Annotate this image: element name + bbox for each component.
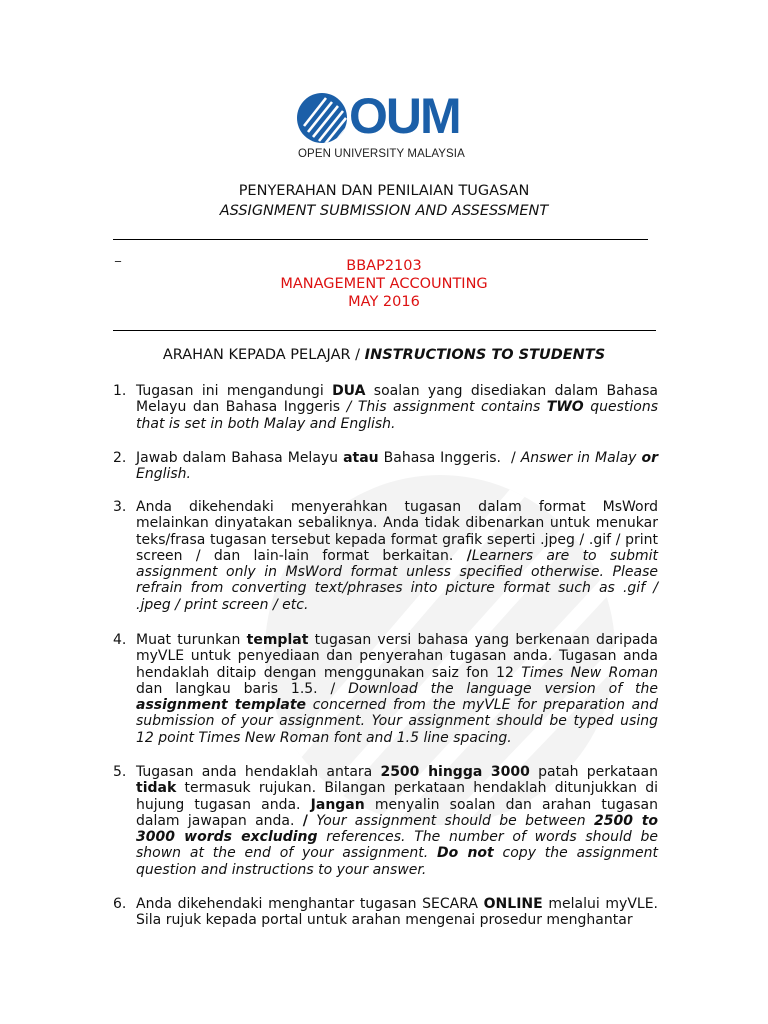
item-text: ONLINE xyxy=(483,896,543,912)
item-text: termasuk rujukan. Bilangan perkataan hendaklah ditunjukkan di hujung tugasan anda. xyxy=(136,780,663,813)
instructions-heading-malay: ARAHAN KEPADA PELAJAR / xyxy=(162,347,365,363)
item-text: melalui myVLE. Sila rujuk kepada portal untuk arahan mengenai prosedur menghantar xyxy=(136,896,663,929)
item-text: concerned from the myVLE for preparation and submission of your assignment. Your assignment should be typed using 12 point Times New Roman font and 1.5 line spacing. xyxy=(136,697,663,746)
oum-globe-icon xyxy=(296,92,348,144)
logo-wordmark: OUM xyxy=(349,88,460,144)
item-text: dan langkau baris 1.5. / xyxy=(136,664,663,697)
item-text: Times New Roman xyxy=(521,664,658,681)
instruction-item xyxy=(113,764,663,878)
item-text: copy the assignment question and instructions to your answer. xyxy=(136,845,663,878)
item-body xyxy=(136,896,663,929)
item-number: 6. xyxy=(113,896,127,912)
item-text: soalan yang disediakan dalam Bahasa Melayu dan Bahasa Inggeris xyxy=(136,383,663,416)
item-body xyxy=(136,632,663,746)
item-text: menyalin soalan dan arahan tugasan dalam jawapan anda. xyxy=(136,796,663,829)
item-text: Do not xyxy=(436,845,494,862)
instruction-item xyxy=(113,450,663,483)
item-text: Muat turunkan xyxy=(136,632,247,648)
item-text: Tugasan anda hendaklah antara xyxy=(136,764,381,780)
item-text: Jangan xyxy=(310,796,365,813)
instructions-heading-english: INSTRUCTIONS TO STUDENTS xyxy=(364,347,606,363)
item-text: / xyxy=(302,812,308,829)
divider-bottom xyxy=(113,330,656,331)
item-text: atau xyxy=(343,450,379,466)
item-text: 2500 to 3000 words excluding xyxy=(136,812,663,846)
item-text: DUA xyxy=(332,383,366,399)
item-number: 4. xyxy=(113,632,127,648)
item-number: 3. xyxy=(113,499,127,515)
item-text: Learners are to submit assignment only in MsWord format unless specified otherwise. Please refrain from converting text/phrases into picture format such as .gif / .jpeg / print screen / etc. xyxy=(136,547,663,613)
instructions-heading xyxy=(0,347,768,363)
item-text: TWO xyxy=(546,399,584,416)
item-text: 2500 hingga 3000 xyxy=(380,764,530,780)
item-text: Tugasan ini mengandungi xyxy=(136,383,333,399)
item-text: / This assignment contains xyxy=(346,399,547,416)
item-text: Anda dikehendaki menyerahkan tugasan dalam format MsWord melainkan dinyatakan sebaliknya. Anda tidak dibenarkan untuk menukar teks/frasa tugasan tersebut kepada format grafik seperti .jpeg / .gif / print screen / dan lain-lain format berkaitan. xyxy=(136,499,663,564)
instruction-item xyxy=(113,632,663,746)
instruction-item xyxy=(113,896,663,929)
course-code: BBAP2103 xyxy=(346,258,422,274)
item-text: assignment template xyxy=(136,697,307,714)
item-number: 2. xyxy=(113,450,127,466)
item-number: 1. xyxy=(113,383,127,399)
item-body xyxy=(136,383,663,432)
item-body xyxy=(136,499,663,613)
logo-subtitle: OPEN UNIVERSITY MALAYSIA xyxy=(298,148,465,160)
title-english: ASSIGNMENT SUBMISSION AND ASSESSMENT xyxy=(219,203,549,219)
item-text: questions that is set in both Malay and English. xyxy=(136,399,663,432)
item-text: Jawab dalam Bahasa Melayu xyxy=(136,450,344,466)
title-malay: PENYERAHAN DAN PENILAIAN TUGASAN xyxy=(238,183,530,199)
instruction-item xyxy=(113,499,663,613)
oum-logo xyxy=(296,88,476,168)
item-text: Bahasa Inggeris. / xyxy=(378,450,521,466)
item-text: templat xyxy=(246,632,309,648)
instruction-item xyxy=(113,383,663,432)
item-text: Anda dikehendaki menghantar tugasan SECARA xyxy=(136,896,484,912)
item-body xyxy=(136,764,663,878)
item-text: references. The number of words should be shown at the end of your assignment. xyxy=(136,829,663,862)
item-text: or xyxy=(641,450,659,466)
course-name: MANAGEMENT ACCOUNTING xyxy=(280,276,488,292)
item-text: patah perkataan xyxy=(529,764,663,780)
course-semester: MAY 2016 xyxy=(348,294,420,310)
item-number: 5. xyxy=(113,764,127,780)
item-text: / xyxy=(466,547,472,564)
item-text: tidak xyxy=(136,780,177,797)
item-text: Download the language version of the xyxy=(348,680,663,697)
stray-underscore: _ xyxy=(115,248,121,262)
item-text: Answer in Malay xyxy=(520,450,642,466)
item-text: English. xyxy=(136,450,663,483)
item-body xyxy=(136,450,663,483)
divider-top xyxy=(113,239,648,240)
item-text: tugasan versi bahasa yang berkenaan daripada myVLE untuk penyediaan dan penyerahan tugasan anda. Tugasan anda hendaklah ditaip dengan menggunakan saiz fon 12 xyxy=(136,632,663,681)
item-text: Your assignment should be between xyxy=(307,812,594,829)
